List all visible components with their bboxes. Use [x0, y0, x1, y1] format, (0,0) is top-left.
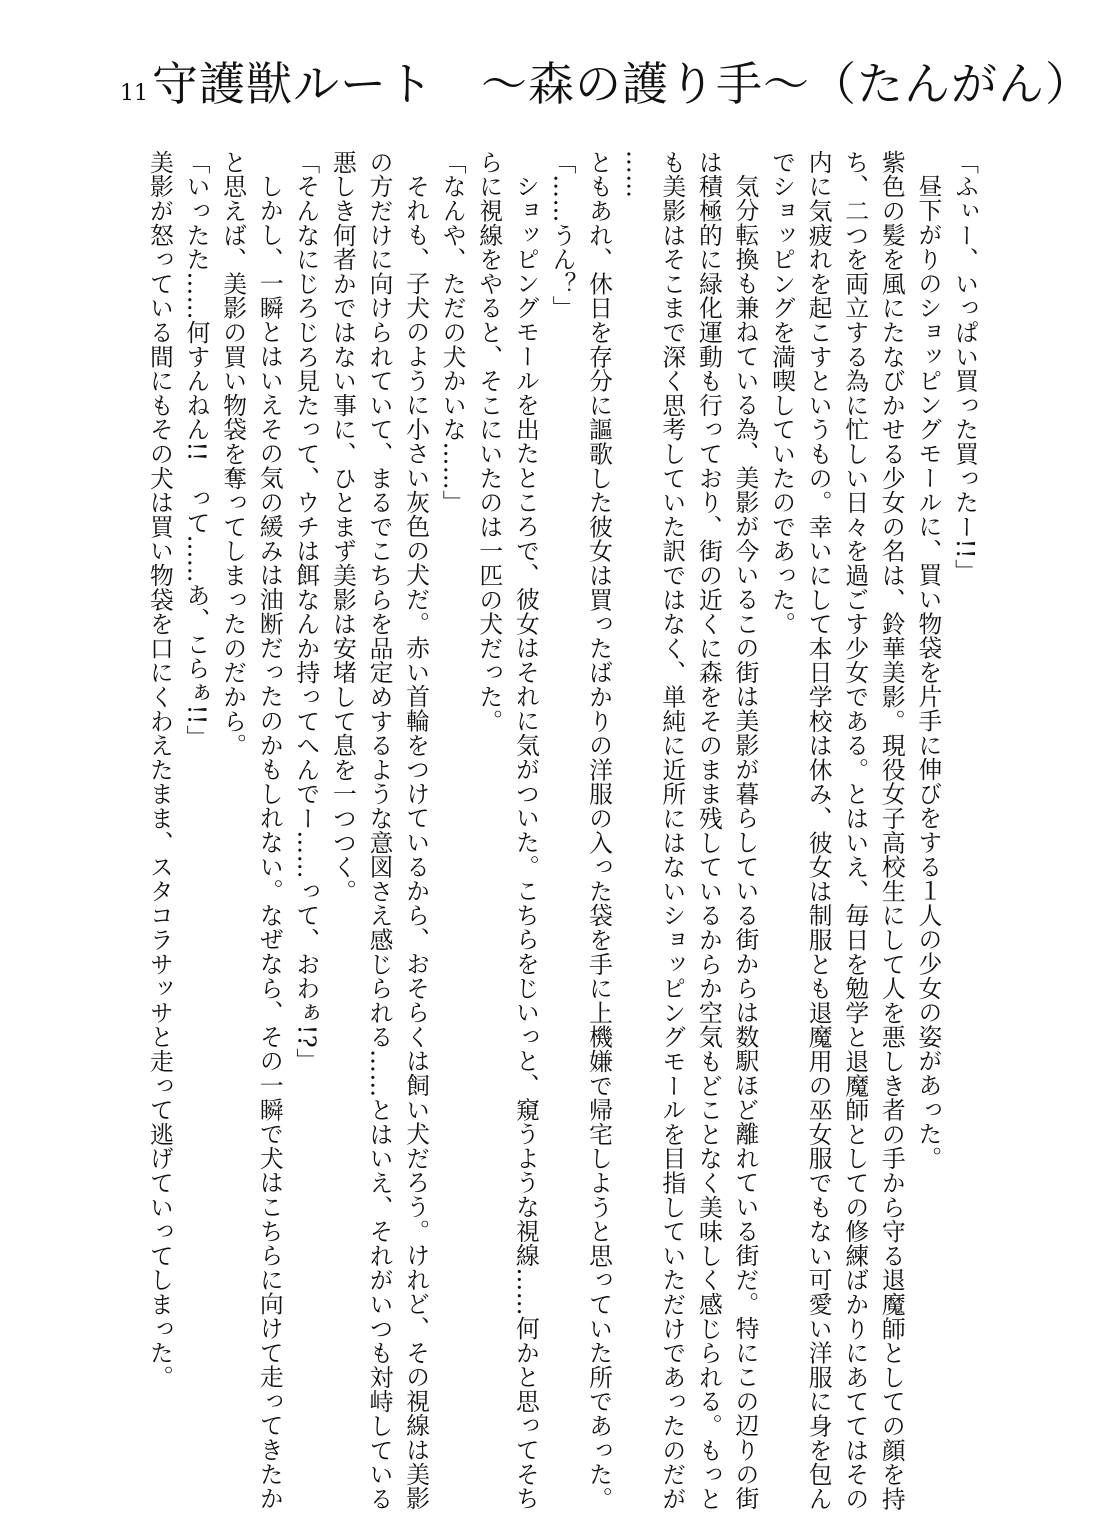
text-line: 「そんなにじろじろ見たって、ウチは餌なんか持ってへんでー……って、おわぁ!?」 — [292, 150, 321, 1073]
text-line: 悪しき何者かではない事に、ひとまず美影は安堵して息を一つつく。 — [328, 150, 357, 904]
text-line: 「ふぃー、いっぱい買った買ったー!!」 — [951, 150, 979, 584]
text-line: と思えば、美影の買い物袋を奪ってしまったのだから。 — [219, 150, 248, 758]
chapter-title: 守護獣ルート ～森の護り手～（たんがん） — [152, 57, 1092, 111]
text-line: ともあれ、休日を存分に謳歌した彼女は買ったばかりの洋服の入った袋を手に上機嫌で帰宅しようと思っていた所であった。 — [585, 150, 614, 1511]
text-line: …… — [621, 150, 650, 199]
text-line: は積極的に緑化運動も行っており、街の近くに森をそのまま残しているからか空気もどことなく美味しく感じられる。もっと — [694, 150, 723, 1511]
text-line: 昼下がりのショッピングモールに、買い物袋を片手に伸びをする１人の少女の姿があった。 — [914, 173, 943, 1171]
text-line: でショッピングを満喫していたのであった。 — [768, 150, 797, 636]
body-text — [145, 150, 983, 1511]
text-line: 美影が怒っている間にもその犬は買い物袋を口にくわえたまま、スタコラサッサと走って逃げていってしまった。 — [145, 150, 174, 1390]
text-line: 「……うん？」 — [548, 150, 577, 321]
text-line: ち、二つを両立する為に忙しい日々を過ごす少女である。とはいえ、毎日を勉学と退魔師としての修練ばかりにあててはその — [841, 150, 870, 1511]
text-line: 「なんや、ただの犬かいな……」 — [438, 150, 467, 515]
text-line: それも、子犬のように小さい灰色の犬だ。赤い首輪をつけているから、おそらくは飼い犬だろう。けれど、その視線は美影 — [402, 173, 431, 1511]
text-line: も美影はそこまで深く思考していた訳ではなく、単純に近所にはないショッピングモールを目指していただけであったのだが — [658, 150, 687, 1511]
chapter-number: 11 — [120, 81, 148, 106]
text-line: 「いったた……何すんねん!! って……あ、こらぁ!!」 — [182, 150, 211, 750]
chapter-header — [120, 48, 1092, 112]
text-line: 内に気疲れを起こすというもの。幸いにして本日学校は休み、彼女は制服とも退魔用の巫女服でもない可愛い洋服に身を包ん — [804, 150, 833, 1511]
text-line: しかし、一瞬とはいえその気の緩みは油断だったのかもしれない。なぜなら、その一瞬で犬はこちらに向けて走ってきたか — [255, 173, 284, 1511]
text-line: の方だけに向けられていて、まるでこちらを品定めするような意図さえ感じられる……とはいえ、それがいつも対峙している — [365, 150, 394, 1511]
text-line: 気分転換も兼ねている為、美影が今いるこの街は美影が暮らしている街からは数駅ほど離れている街だ。特にこの辺りの街 — [731, 173, 760, 1511]
text-line: らに視線をやると、そこにいたのは一匹の犬だった。 — [475, 150, 504, 734]
text-line: 紫色の髪を風にたなびかせる少女の名は、鈴華美影。現役女子高校生にして人を悪しき者の手から守る退魔師としての顔を持 — [877, 150, 906, 1511]
text-line: ショッピングモールを出たところで、彼女はそれに気がついた。こちらをじいっと、窺うような視線……何かと思ってそち — [511, 173, 540, 1511]
